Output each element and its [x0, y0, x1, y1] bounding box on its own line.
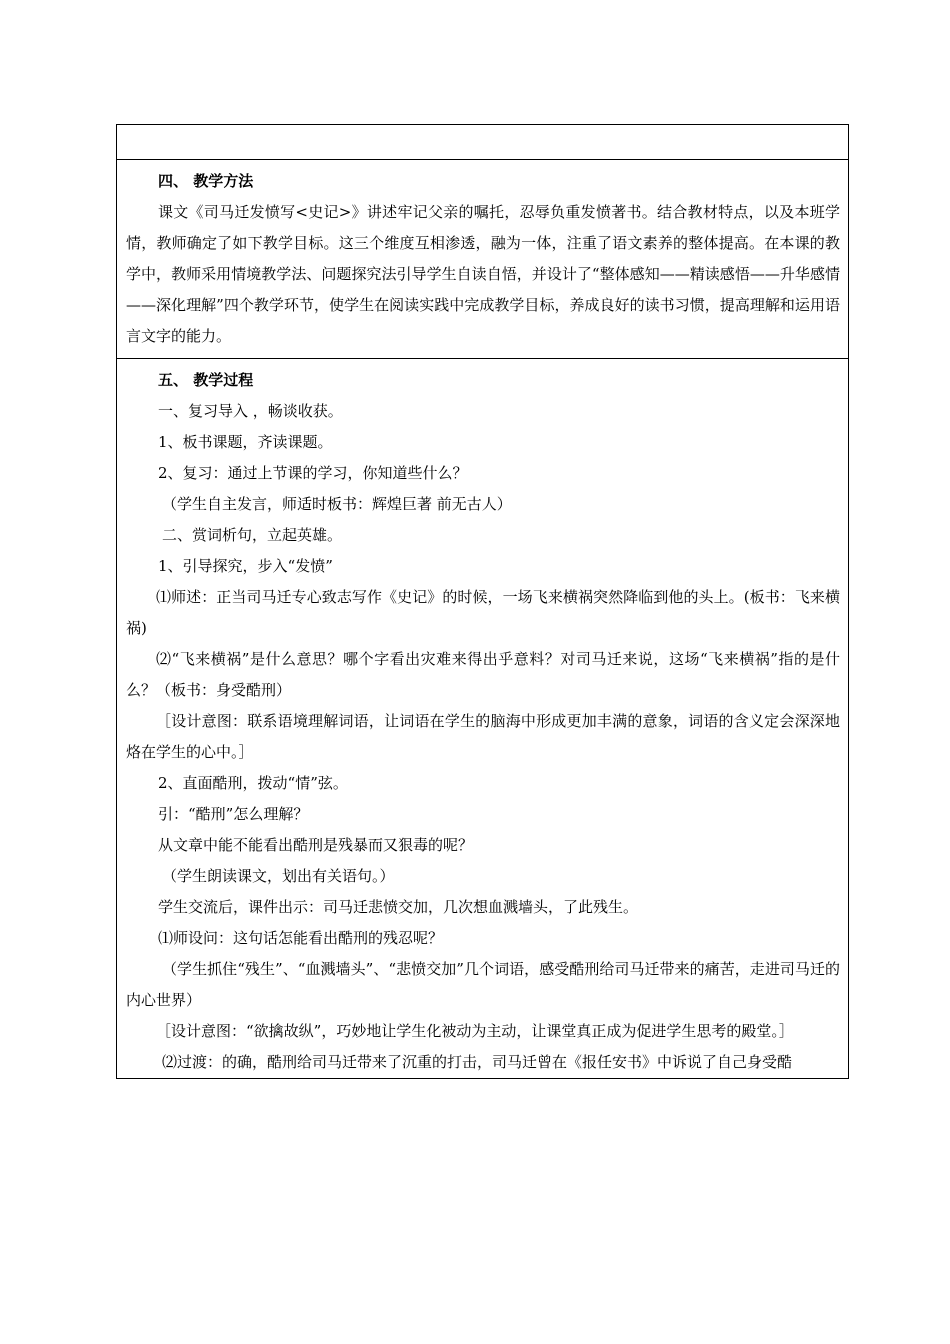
process-line: （学生朗读课文，划出有关语句。） — [162, 867, 395, 885]
empty-cell — [117, 125, 849, 160]
process-line: 引：“酷刑”怎么理解？ — [158, 805, 309, 823]
lesson-plan-table — [116, 124, 849, 1079]
process-line: ⑵“飞来横祸”是什么意思？哪个字看出灾难来得出乎意料？对司马迁来说，这场“飞来横祸”指的是什么？（板书：身受酷刑） — [126, 650, 840, 699]
process-line: ⑵过渡：的确，酷刑给司马迁带来了沉重的打击，司马迁曾在《报任安书》中诉说了自己身受酷 — [162, 1053, 793, 1071]
process-line: （学生自主发言，师适时板书：辉煌巨著 前无古人） — [162, 495, 512, 513]
section-5-cell — [117, 359, 849, 1079]
process-line: ⑴师述：正当司马迁专心致志写作《史记》的时候，一场飞来横祸突然降临到他的头上。(板书：飞来横祸) — [126, 588, 840, 637]
process-line: 二、赏词析句，立起英雄。 — [162, 526, 343, 544]
section-4-row — [117, 160, 849, 359]
process-line: 1、引导探究，步入“发愤” — [158, 557, 333, 575]
section-5-row — [117, 359, 849, 1079]
process-line: 学生交流后，课件出示：司马迁悲愤交加，几次想血溅墙头，了此残生。 — [158, 898, 639, 916]
process-line: 2、复习：通过上节课的学习，你知道些什么？ — [158, 464, 468, 482]
section-5-heading: 五、 教学过程 — [158, 371, 254, 389]
section-4-cell — [117, 160, 849, 359]
section-4-paragraph: 课文《司马迁发愤写<史记>》讲述牢记父亲的嘱托，忍辱负重发愤著书。结合教材特点，以及本班学情，教师确定了如下教学目标。这三个维度互相渗透，融为一体，注重了语文素养的整体提高。在本课的教学中，教师采用情境教学法、问题探究法引导学生自读自悟，并设计了“整体感知——精读感悟——升华感情——深化理解”四个教学环节，使学生在阅读实践中完成教学目标，养成良好的读书习惯，提高理解和运用语言文字的能力。 — [126, 203, 840, 345]
empty-row — [117, 125, 849, 160]
section-4-heading: 四、 教学方法 — [158, 172, 254, 190]
process-line: 从文章中能不能看出酷刑是残暴而又狠毒的呢？ — [158, 836, 474, 854]
process-line: ⑴师设问：这句话怎能看出酷刑的残忍呢？ — [158, 929, 444, 947]
design-intent-note: ［设计意图：“欲擒故纵”，巧妙地让学生化被动为主动，让课堂真正成为促进学生思考的殿堂。］ — [156, 1022, 794, 1040]
process-line: 2、直面酷刑，拨动“情”弦。 — [158, 774, 348, 792]
process-line: 1、板书课题，齐读课题。 — [158, 433, 333, 451]
process-line: （学生抓住“残生”、“血溅墙头”、“悲愤交加”几个词语，感受酷刑给司马迁带来的痛苦，走进司马迁的内心世界） — [126, 960, 840, 1009]
process-line: 一、复习导入 ，畅谈收获。 — [158, 402, 343, 420]
design-intent-note: ［设计意图：联系语境理解词语，让词语在学生的脑海中形成更加丰满的意象，词语的含义定会深深地烙在学生的心中。］ — [126, 712, 840, 761]
